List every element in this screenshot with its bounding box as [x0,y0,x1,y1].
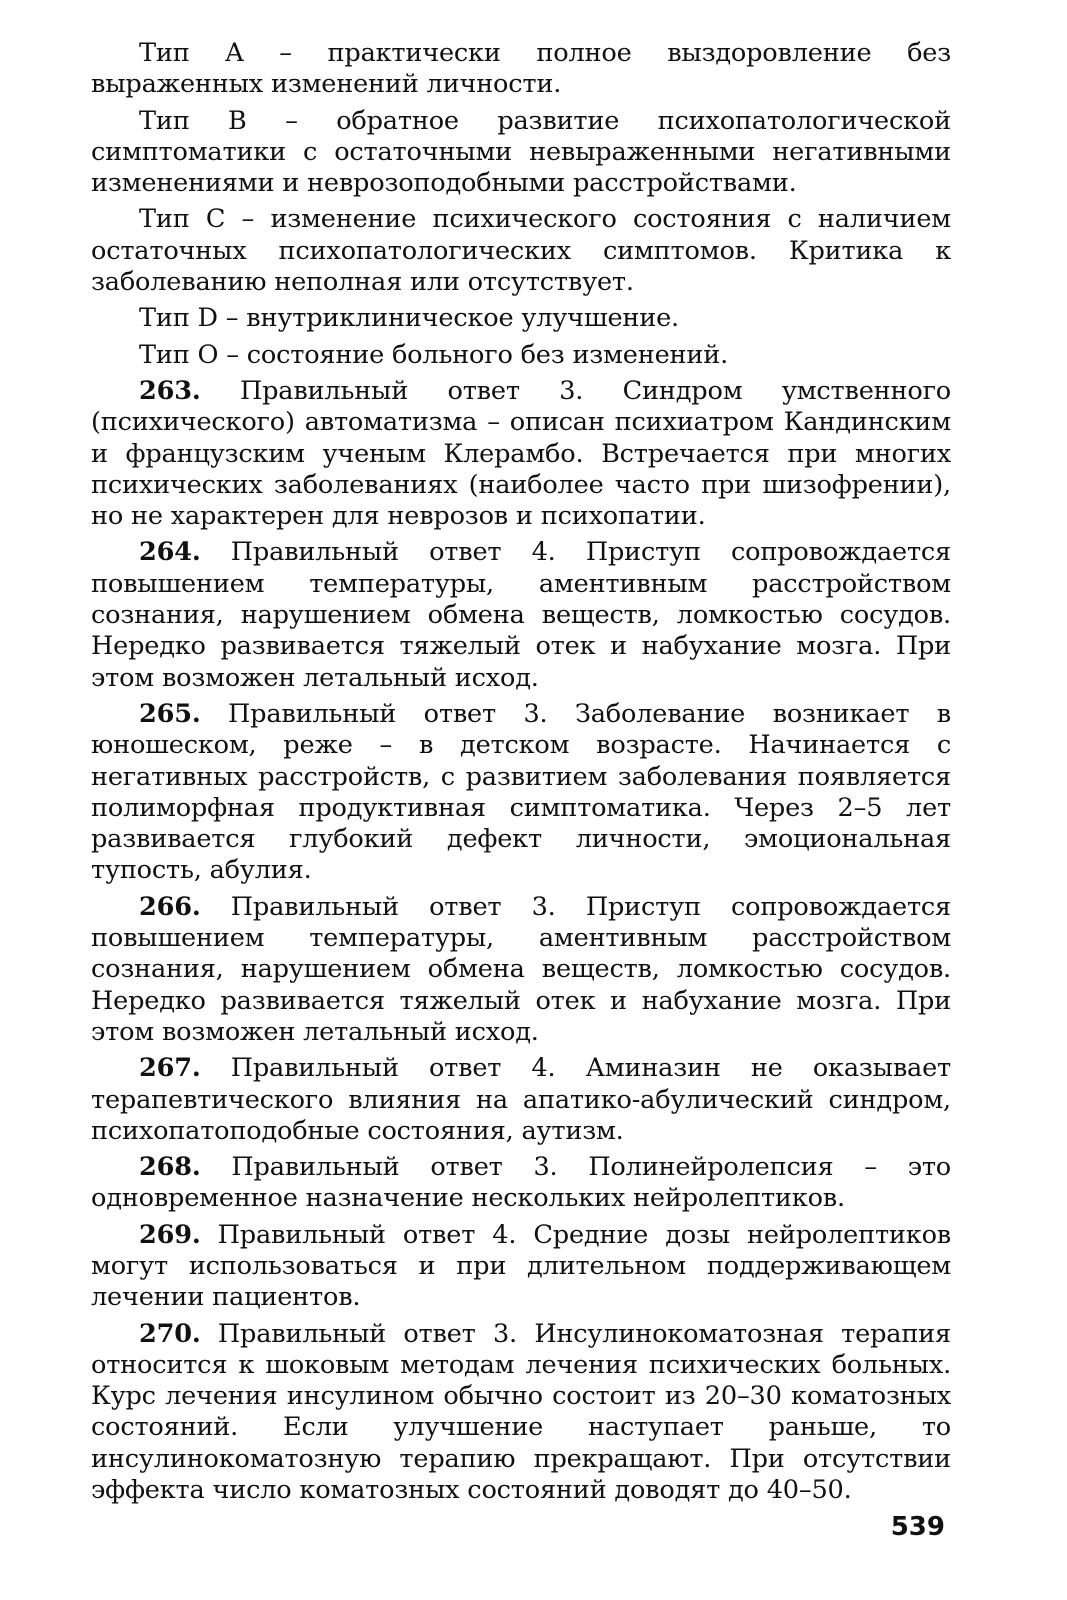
item-number: 269. [139,1219,201,1250]
answer-269 [91,1220,951,1314]
paragraph-text: Тип B – обратное развитие психопатологической симптоматики с остаточными невыраженными негативными изменениями и неврозоподобными расстройствами. [91,105,951,199]
paragraph-text: Правильный ответ 3. Полинейролепсия – это одновременное назначение нескольких нейролептиков. [91,1152,951,1214]
answer-270 [91,1319,951,1507]
paragraph-text: Правильный ответ 4. Аминазин не оказывает терапевтического влияния на апатико-абулический синдром, психопатоподобные состояния, аутизм. [91,1053,951,1146]
answer-268 [91,1152,951,1215]
item-number: 267. [139,1053,201,1084]
paragraph-type-d [91,303,951,334]
answer-263 [91,376,951,532]
page-number: 539 [890,1512,945,1542]
item-number: 263. [139,375,201,406]
paragraph-text: Правильный ответ 3. Инсулинокоматозная терапия относится к шоковым методам лечения психических больных. Курс лечения инсулином обычно состоит из 20–30 коматозных состояний. Если улучшение наступает раньше, то инсулинокоматозную терапию прекращают. При отсутствии эффекта число коматозных состояний доводят до 40–50. [91,1318,951,1506]
answer-265 [91,699,951,887]
paragraph-text: Тип D – внутриклиническое улучшение. [139,303,679,334]
paragraph-text: Правильный ответ 3. Приступ сопровождается повышением температуры, аментивным расстройством сознания, нарушением обмена веществ, ломкостью сосудов. Нередко развивается тяжелый отек и набухание мозга. При этом возможен летальный исход. [91,891,951,1047]
answer-266 [91,892,951,1048]
item-number: 270. [139,1318,201,1349]
page-body [91,38,951,1511]
item-number: 264. [139,537,201,568]
paragraph-text: Тип A – практически полное выздоровление без выраженных изменений личности. [91,38,951,100]
paragraph-text: Тип O – состояние больного без изменений. [139,339,729,370]
paragraph-text: Правильный ответ 3. Синдром умственного (психического) автоматизма – описан психиатром Кандинским и французским ученым Клерамбо. Встречается при многих психических заболеваниях (наиболее часто при шизофрении), но не характерен для неврозов и психопатии. [91,375,951,532]
answer-264 [91,537,951,693]
item-number: 268. [139,1152,201,1183]
paragraph-text: Тип C – изменение психического состояния с наличием остаточных психопатологических симптомов. Критика к заболеванию неполная или отсутствует. [91,204,951,298]
answer-267 [91,1053,951,1147]
paragraph-text: Правильный ответ 4. Приступ сопровождается повышением температуры, аментивным расстройством сознания, нарушением обмена веществ, ломкостью сосудов. Нередко развивается тяжелый отек и набухание мозга. При этом возможен летальный исход. [91,537,951,693]
paragraph-text: Правильный ответ 3. Заболевание возникает в юношеском, реже – в детском возрасте. Начинается с негативных расстройств, с развитием заболевания появляется полиморфная продуктивная симптоматика. Через 2–5 лет развивается глубокий дефект личности, эмоциональная тупость, абулия. [91,698,951,886]
paragraph-text: Правильный ответ 4. Средние дозы нейролептиков могут использоваться и при длительном поддерживающем лечении пациентов. [91,1219,951,1313]
item-number: 266. [139,891,201,922]
paragraph-type-c [91,204,951,298]
paragraph-type-o [91,340,951,371]
paragraph-type-a [91,38,951,101]
item-number: 265. [139,698,201,729]
paragraph-type-b [91,106,951,200]
